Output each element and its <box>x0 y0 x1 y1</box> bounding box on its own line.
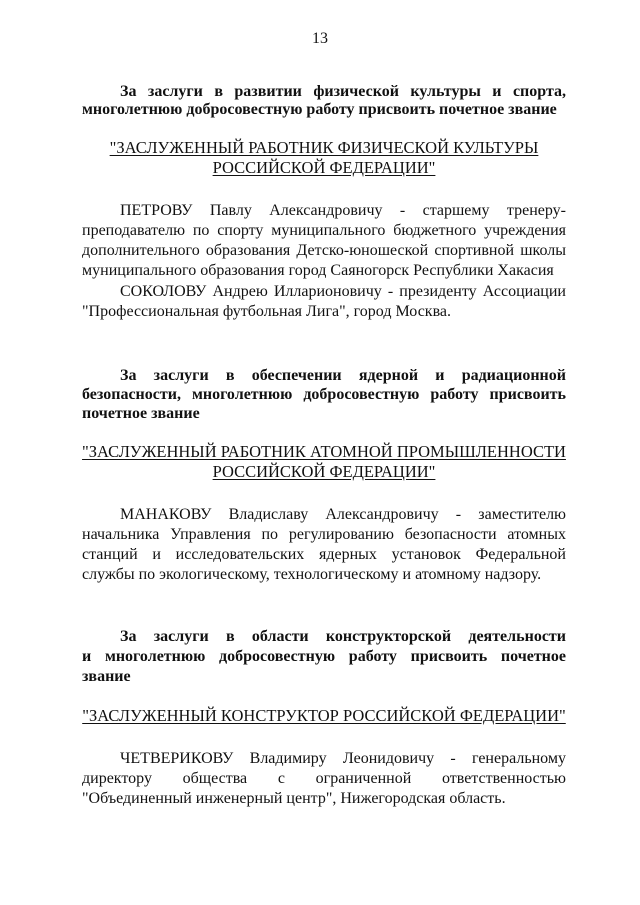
awardee-sokolov-line-2: "Профессиональная футбольная Лига", город Москва. <box>82 303 452 320</box>
section-1-intro-line-2: многолетнюю добросовестную работу присвоить почетное звание <box>82 101 557 118</box>
awardee-petrov-line-2: преподавателю по спорту муниципального бюджетного учреждения <box>82 222 566 239</box>
section-3-title-line-1: "ЗАСЛУЖЕННЫЙ КОНСТРУКТОР РОССИЙСКОЙ ФЕДЕРАЦИИ" <box>82 706 566 725</box>
awardee-chetverikov-line-1: ЧЕТВЕРИКОВУ Владимиру Леонидовичу - генеральному <box>120 750 566 767</box>
section-3-intro-line-2: и многолетнюю добросовестную работу присвоить почетное <box>82 648 566 665</box>
awardee-manakov-line-3: станций и исследовательских ядерных установок Федеральной <box>82 546 566 563</box>
section-2-intro-line-1: За заслуги в обеспечении ядерной и радиационной <box>120 367 566 384</box>
section-1-title-line-2: РОССИЙСКОЙ ФЕДЕРАЦИИ" <box>212 158 436 177</box>
awardee-manakov-line-4: службы по экологическому, технологическому и атомному надзору. <box>82 566 542 583</box>
section-2-intro-line-3: почетное звание <box>82 405 200 422</box>
section-2-title-line-2: РОССИЙСКОЙ ФЕДЕРАЦИИ" <box>212 462 436 481</box>
awardee-sokolov-line-1: СОКОЛОВУ Андрею Илларионовичу - президенту Ассоциации <box>120 283 566 300</box>
section-3-intro-line-3: звание <box>82 668 131 685</box>
section-1-intro-line-1: За заслуги в развитии физической культуры и спорта, <box>120 83 566 100</box>
awardee-petrov-line-1: ПЕТРОВУ Павлу Александровичу - старшему тренеру- <box>120 202 566 219</box>
section-2-title-line-1: "ЗАСЛУЖЕННЫЙ РАБОТНИК АТОМНОЙ ПРОМЫШЛЕННОСТИ <box>82 442 566 461</box>
section-1-title-line-1: "ЗАСЛУЖЕННЫЙ РАБОТНИК ФИЗИЧЕСКОЙ КУЛЬТУРЫ <box>109 138 539 157</box>
awardee-petrov-line-3: дополнительного образования Детско-юношеской спортивной школы <box>82 242 566 259</box>
awardee-manakov-line-2: начальника Управления по регулированию безопасности атомных <box>82 526 566 543</box>
awardee-chetverikov-line-2: директору общества с ограниченной ответственностью <box>82 770 566 787</box>
section-2-intro-line-2: безопасности, многолетнюю добросовестную работу присвоить <box>82 386 566 403</box>
page-number: 13 <box>312 30 328 47</box>
awardee-manakov-line-1: МАНАКОВУ Владиславу Александровичу - заместителю <box>120 506 566 523</box>
section-3-intro-line-1: За заслуги в области конструкторской деятельности <box>120 628 566 645</box>
awardee-chetverikov-line-3: "Объединенный инженерный центр", Нижегородская область. <box>82 790 506 807</box>
awardee-petrov-line-4: муниципального образования город Саяногорск Республики Хакасия <box>82 262 554 279</box>
